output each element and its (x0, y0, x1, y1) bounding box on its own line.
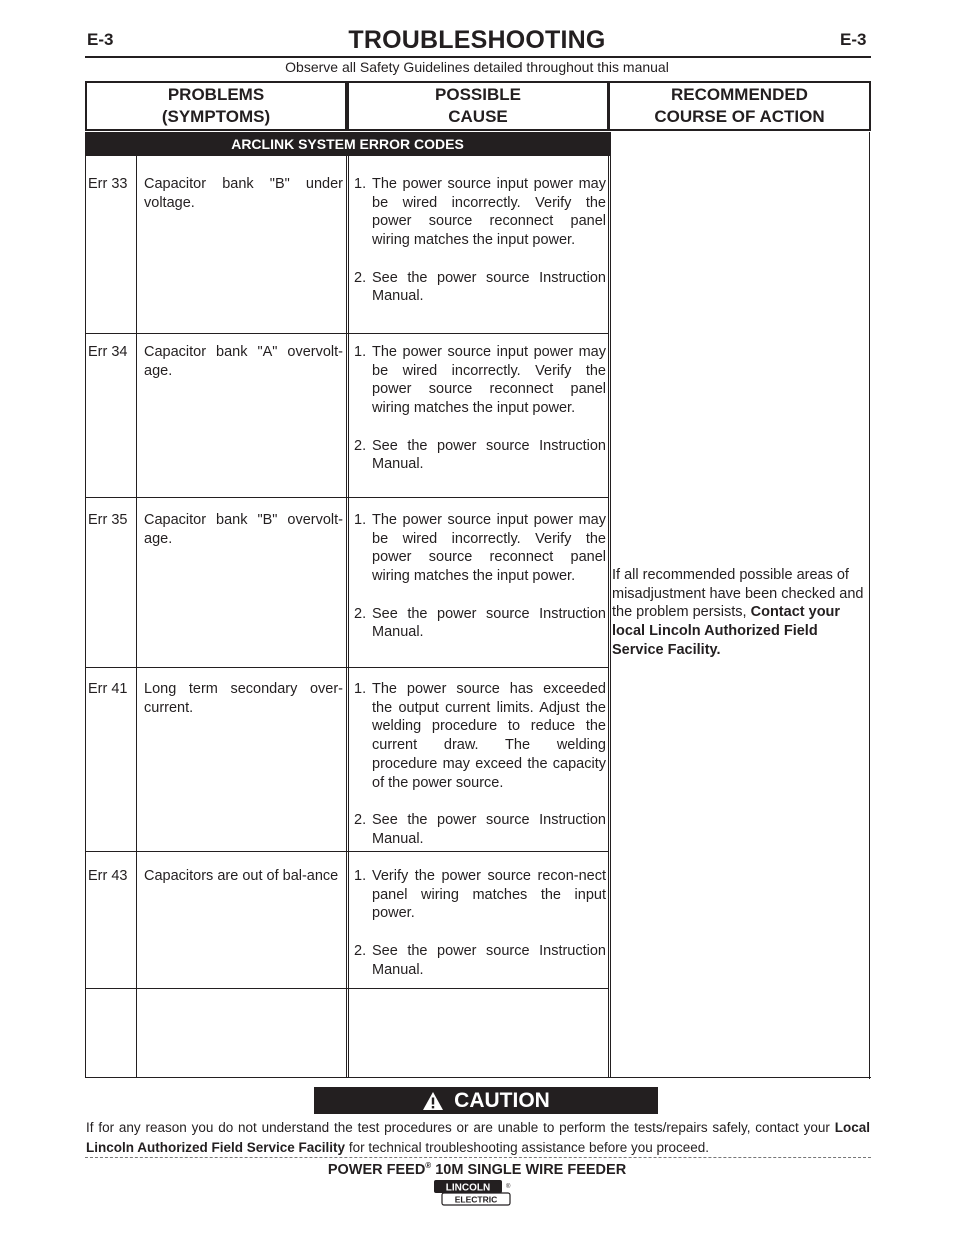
caution-label: CAUTION (454, 1088, 550, 1112)
grid-action-left (610, 132, 611, 1078)
product-registered-mark: ® (425, 1161, 432, 1170)
cause-text: The power source input power may be wired incorrectly. Verify the power source reconnect panel wiring matches the input power. (372, 176, 606, 249)
section-code-right: E-3 (840, 30, 867, 49)
grid-cause-left (348, 156, 349, 1078)
header-action (608, 81, 871, 131)
logo-top-text: LINCOLN (445, 1182, 491, 1194)
logo-bottom-text: ELECTRIC (454, 1194, 498, 1205)
caution-text-part1: If for any reason you do not understand the test procedures or are unable to perform the tests/repairs safely, contact your (86, 1120, 830, 1135)
error-code: Err 33 (88, 176, 128, 192)
error-code: Err 34 (88, 344, 128, 360)
cause-text: The power source input power may be wired incorrectly. Verify the power source reconnect panel wiring matches the input power. (372, 512, 606, 585)
header-rule (85, 56, 871, 58)
cause-list (354, 343, 606, 474)
section-code-left: E-3 (87, 30, 114, 49)
row-divider-2 (85, 497, 609, 498)
header-problems-line1: PROBLEMS (167, 85, 265, 104)
row-divider-1 (85, 333, 609, 334)
grid-left-border (85, 156, 86, 1078)
header-problems (85, 81, 347, 131)
error-code: Err 41 (88, 681, 128, 697)
product-name (0, 1161, 954, 1178)
caution-contact: Local Lincoln Authorized Field Service Facility (86, 1120, 870, 1155)
logo-registered-mark: ® (506, 1184, 511, 1190)
cause-text: The power source input power may be wired incorrectly. Verify the power source reconnect panel wiring matches the input power. (372, 344, 606, 417)
warning-icon (422, 1091, 444, 1111)
header-cause (347, 81, 609, 131)
cause-text: See the power source Instruction Manual. (372, 269, 606, 305)
section-band: ARCLINK SYSTEM ERROR CODES (85, 132, 610, 156)
footer-divider (85, 1157, 871, 1158)
action-contact-text: Contact your local Lincoln Authorized Field Service Facility. (612, 604, 841, 658)
header-cause-line1: POSSIBLE (435, 85, 521, 104)
symptom-text: Capacitor bank "B" under voltage. (144, 176, 343, 211)
grid-right-border (869, 132, 870, 1079)
row-divider-3 (85, 667, 609, 668)
cause-item: 1. The power source input power may be wired incorrectly. Verify the power source reconnect panel wiring matches the input power. (354, 344, 606, 417)
product-name-b: 10M SINGLE WIRE FEEDER (431, 1161, 627, 1178)
cause-list (354, 867, 606, 979)
row-divider-5 (85, 988, 609, 989)
cause-text: The power source has exceeded the output current limits. Adjust the welding procedure to reduce the current draw. The welding procedure may exceed the capacity of the power source. (372, 681, 606, 791)
error-code: Err 43 (88, 868, 128, 884)
grid-symptom-divider (346, 156, 347, 1078)
cause-item: 1. The power source input power may be wired incorrectly. Verify the power source reconnect panel wiring matches the input power. (354, 176, 606, 249)
caution-text (86, 1118, 870, 1157)
recommended-action (612, 566, 868, 660)
header-action-line2: COURSE OF ACTION (654, 107, 825, 126)
cause-item: 1. The power source has exceeded the output current limits. Adjust the welding procedure to reduce the current draw. The welding procedure may exceed the capacity of the power source. (354, 681, 606, 791)
cause-list (354, 511, 606, 642)
cause-item: 2. See the power source Instruction Manual. (354, 605, 606, 641)
symptom-text: Long term secondary over-current. (144, 681, 343, 716)
cause-item: 1. The power source input power may be wired incorrectly. Verify the power source reconnect panel wiring matches the input power. (354, 512, 606, 585)
table-bottom-border (85, 1077, 871, 1078)
product-name-a: POWER FEED (327, 1161, 426, 1178)
cause-item: 1. Verify the power source recon-nect panel wiring matches the input power. (354, 868, 606, 922)
symptom-text: Capacitor bank "A" overvolt-age. (144, 344, 343, 379)
header-cause-line2: CAUSE (448, 107, 508, 126)
cause-list (354, 175, 606, 306)
header-problems-line2: (SYMPTOMS) (161, 107, 271, 126)
grid-cause-right (608, 156, 609, 1078)
cause-text: See the power source Instruction Manual. (372, 605, 606, 641)
cause-text: See the power source Instruction Manual. (372, 942, 606, 978)
cause-text: See the power source Instruction Manual. (372, 437, 606, 473)
cause-item: 2. See the power source Instruction Manual. (354, 942, 606, 978)
header-action-line1: RECOMMENDED (671, 85, 808, 104)
safety-note: Observe all Safety Guidelines detailed throughout this manual (285, 59, 669, 75)
grid-code-divider (136, 156, 137, 1078)
cause-text: Verify the power source recon-nect panel wiring matches the input power. (372, 868, 606, 922)
cause-item: 2. See the power source Instruction Manual. (354, 437, 606, 473)
cause-text: See the power source Instruction Manual. (372, 811, 606, 847)
symptom-text: Capacitors are out of bal-ance (144, 868, 339, 884)
cause-item: 2. See the power source Instruction Manual. (354, 811, 606, 847)
action-text: If all recommended possible areas of misadjustment have been checked and the problem persists, (612, 567, 864, 621)
symptom-text: Capacitor bank "B" overvolt-age. (144, 512, 343, 547)
caution-text-part2: for technical troubleshooting assistance before you proceed. (348, 1139, 710, 1155)
cause-item: 2. See the power source Instruction Manual. (354, 269, 606, 305)
row-divider-4 (85, 851, 609, 852)
lincoln-electric-logo (433, 1179, 511, 1207)
error-code: Err 35 (88, 512, 128, 528)
caution-banner (314, 1087, 658, 1114)
cause-list (354, 680, 606, 848)
page-title: TROUBLESHOOTING (348, 26, 606, 54)
